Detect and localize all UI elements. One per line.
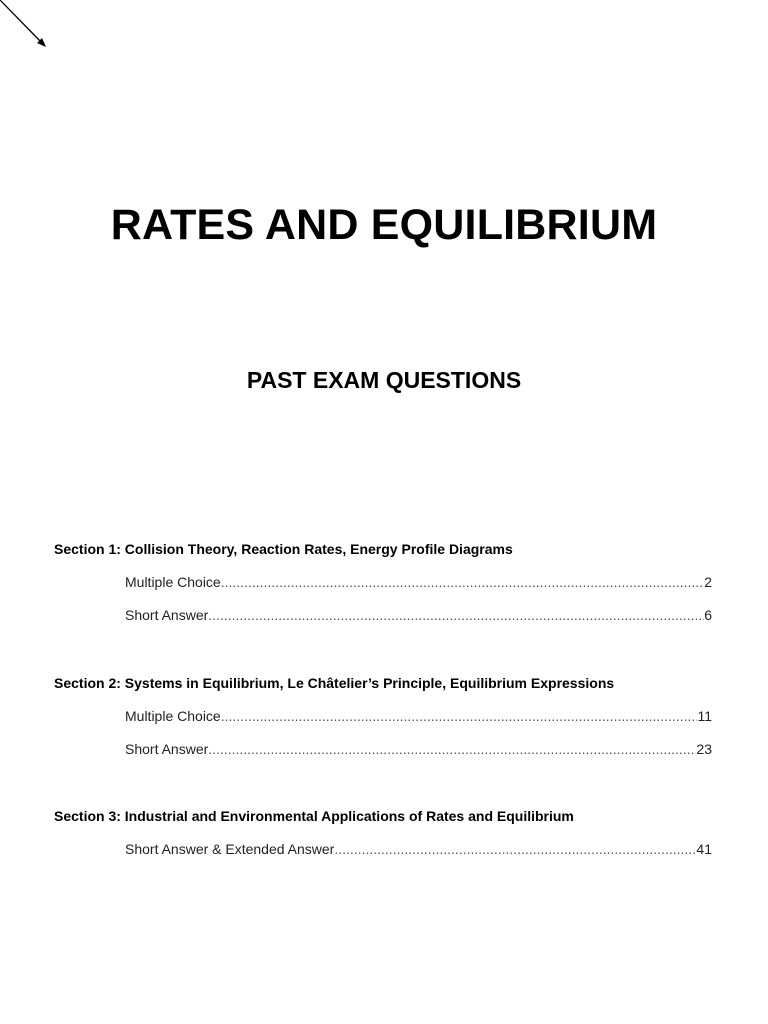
toc-entry-label: Short Answer & Extended Answer bbox=[125, 841, 335, 857]
toc-entry-page-number: 23 bbox=[696, 741, 712, 757]
section-3-heading: Section 3: Industrial and Environmental Applications of Rates and Equilibrium bbox=[54, 808, 574, 824]
dot-leader bbox=[334, 840, 696, 858]
dot-leader bbox=[208, 740, 696, 758]
toc-entry-page-number: 41 bbox=[696, 841, 712, 857]
dot-leader bbox=[221, 573, 704, 591]
toc-entry-section-2-multiple-choice[interactable] bbox=[125, 707, 712, 725]
toc-entry-page-number: 6 bbox=[704, 607, 712, 623]
toc-entry-section-1-multiple-choice[interactable] bbox=[125, 573, 712, 591]
toc-entry-page-number: 11 bbox=[697, 708, 712, 724]
dot-leader bbox=[221, 707, 698, 725]
section-1-heading: Section 1: Collision Theory, Reaction Rates, Energy Profile Diagrams bbox=[54, 541, 513, 557]
toc-entry-label: Short Answer bbox=[125, 607, 209, 623]
section-2-heading: Section 2: Systems in Equilibrium, Le Châtelier’s Principle, Equilibrium Expressions bbox=[54, 675, 615, 691]
corner-arrow-icon bbox=[0, 0, 50, 50]
dot-leader bbox=[208, 606, 704, 624]
toc-entry-page-number: 2 bbox=[704, 574, 712, 590]
document-subtitle: PAST EXAM QUESTIONS bbox=[246, 367, 522, 393]
toc-entry-section-1-short-answer[interactable] bbox=[125, 606, 712, 624]
toc-entry-section-3-short-extended-answer[interactable] bbox=[125, 840, 712, 858]
toc-entry-label: Short Answer bbox=[125, 741, 209, 757]
document-title: RATES AND EQUILIBRIUM bbox=[110, 201, 658, 249]
toc-entry-label: Multiple Choice bbox=[125, 574, 221, 590]
toc-entry-label: Multiple Choice bbox=[125, 708, 221, 724]
toc-entry-section-2-short-answer[interactable] bbox=[125, 740, 712, 758]
